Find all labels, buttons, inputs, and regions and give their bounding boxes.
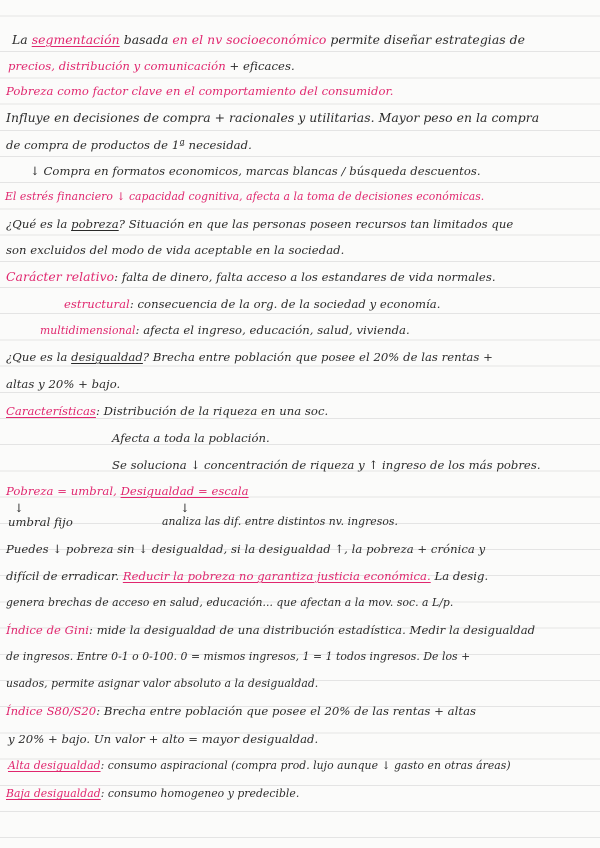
- label-baja-desigualdad: Baja desigualdad: [6, 787, 101, 800]
- note-line-baja-desigualdad: [6, 786, 299, 802]
- text: genera brechas de acceso en salud, educación... que afectan a la mov. soc. a L/p.: [6, 596, 454, 609]
- highlight-segmentacion: segmentación: [31, 32, 120, 47]
- text: Se soluciona ↓ concentración de riqueza y ↑ ingreso de los más pobres.: [112, 458, 541, 472]
- label-desigualdad-escala: Desigualdad = escala: [120, 484, 249, 498]
- text: de ingresos. Entre 0-1 o 0-100. 0 = mismos ingresos, 1 = 1 todos ingresos. De los +: [6, 650, 471, 663]
- text: : consumo homogeneo y predecible.: [100, 787, 300, 800]
- note-line-22: [6, 568, 488, 584]
- text: : consumo aspiracional (compra prod. lujo aunque ↓ gasto en otras áreas): [100, 759, 511, 772]
- text: umbral fijo: [8, 515, 73, 529]
- note-line-5: [6, 137, 252, 153]
- text: permite diseñar estrategias de: [326, 32, 526, 47]
- text: ↓ Compra en formatos economicos, marcas blancas / búsqueda descuentos.: [30, 164, 481, 178]
- note-line-caracteristicas: [6, 403, 328, 419]
- note-line-21: [6, 541, 485, 557]
- text: Influye en decisiones de compra + racionales y utilitarias. Mayor peso en la compra: [6, 110, 540, 125]
- text: y 20% + bajo. Un valor + alto = mayor desigualdad.: [8, 732, 319, 746]
- note-line-estres: [5, 189, 484, 205]
- text: : Brecha entre población que posee el 20% de las rentas + altas: [96, 704, 477, 718]
- label-caracter-relativo: Carácter relativo: [6, 269, 115, 284]
- note-line-23: [6, 595, 453, 611]
- text: ¿Que es la: [6, 350, 72, 364]
- text: Afecta a toda la población.: [112, 431, 270, 445]
- note-line-caracter-relativo: [6, 269, 496, 285]
- highlight-reducir-pobreza: Reducir la pobreza no garantiza justicia económica.: [122, 569, 431, 583]
- note-line-14: [6, 376, 120, 392]
- note-line-s80s20: [6, 703, 476, 719]
- label-pobreza-umbral: Pobreza = umbral: [6, 484, 114, 498]
- text: son excluidos del modo de vida aceptable en la sociedad.: [6, 243, 345, 257]
- note-line-umbral-escala: [6, 483, 249, 499]
- text: : mide la desigualdad de una distribución estadística. Medir la desigualdad: [89, 623, 536, 637]
- arrow-down-icon: ↓: [14, 501, 24, 515]
- heading-pobreza-factor: [6, 83, 394, 99]
- label-caracteristicas: Características: [6, 404, 96, 418]
- text: + eficaces.: [225, 59, 295, 73]
- text: : afecta el ingreso, educación, salud, vivienda.: [135, 323, 410, 337]
- text: Puedes ↓ pobreza sin ↓ desigualdad, si la desigualdad ↑, la pobreza + crónica y: [6, 542, 486, 556]
- note-line-26: [6, 676, 318, 692]
- question-pobreza: [6, 216, 513, 232]
- text: ? Brecha entre población que posee el 20% de las rentas +: [142, 350, 493, 364]
- label-alta-desigualdad: Alta desigualdad: [8, 759, 101, 772]
- note-line-estructural: [64, 296, 440, 312]
- note-line-25: [6, 649, 470, 665]
- text: usados, permite asignar valor absoluto a la desigualdad.: [6, 677, 319, 690]
- label-indice-gini: Índice de Gini: [6, 623, 90, 637]
- text: : Distribución de la riqueza en una soc.: [95, 404, 329, 418]
- text: La: [12, 32, 32, 47]
- note-line-umbral-fijo: [8, 514, 73, 530]
- note-line-9: [6, 242, 344, 258]
- text: ? Situación en que las personas poseen recursos tan limitados que: [118, 217, 514, 231]
- note-line-analiza: [162, 514, 398, 530]
- text: La desig.: [430, 569, 489, 583]
- note-line-17: [112, 457, 541, 473]
- text: : consecuencia de la org. de la sociedad y economía.: [129, 297, 441, 311]
- term-desigualdad: desigualdad: [71, 350, 143, 364]
- note-line-2: [8, 58, 295, 74]
- note-line-6: [30, 163, 481, 179]
- text: basada: [119, 32, 173, 47]
- text: ,: [113, 484, 121, 498]
- note-line-multidimensional: [40, 322, 410, 339]
- note-line-28: [8, 731, 318, 747]
- text: : falta de dinero, falta acceso a los estandares de vida normales.: [114, 270, 496, 284]
- arrow-down-icon: ↓: [180, 501, 190, 515]
- text: altas y 20% + bajo.: [6, 377, 121, 391]
- term-pobreza: pobreza: [71, 217, 119, 231]
- note-line-alta-desigualdad: [8, 758, 511, 774]
- note-line-16: [112, 430, 270, 446]
- heading-text: Pobreza como factor clave en el comportamiento del consumidor.: [6, 84, 394, 98]
- label-estructural: estructural: [64, 297, 130, 311]
- question-desigualdad: [6, 349, 493, 365]
- text: de compra de productos de 1ª necesidad.: [6, 138, 252, 152]
- text: El estrés financiero ↓ capacidad cognitiva, afecta a la toma de decisiones económicas.: [5, 190, 485, 203]
- highlight-4p: precios, distribución y comunicación: [8, 59, 226, 73]
- label-multidimensional: multidimensional: [40, 324, 136, 337]
- note-line-1: [12, 32, 525, 48]
- text: analiza las dif. entre distintos nv. ingresos.: [162, 515, 398, 528]
- note-line-gini: [6, 622, 535, 638]
- highlight-nv-socioeconomico: en el nv socioeconómico: [172, 32, 327, 47]
- label-indice-s80-s20: Índice S80/S20: [6, 704, 97, 718]
- note-line-4: [6, 110, 539, 126]
- text: ¿Qué es la: [6, 217, 72, 231]
- text: difícil de erradicar.: [6, 569, 123, 583]
